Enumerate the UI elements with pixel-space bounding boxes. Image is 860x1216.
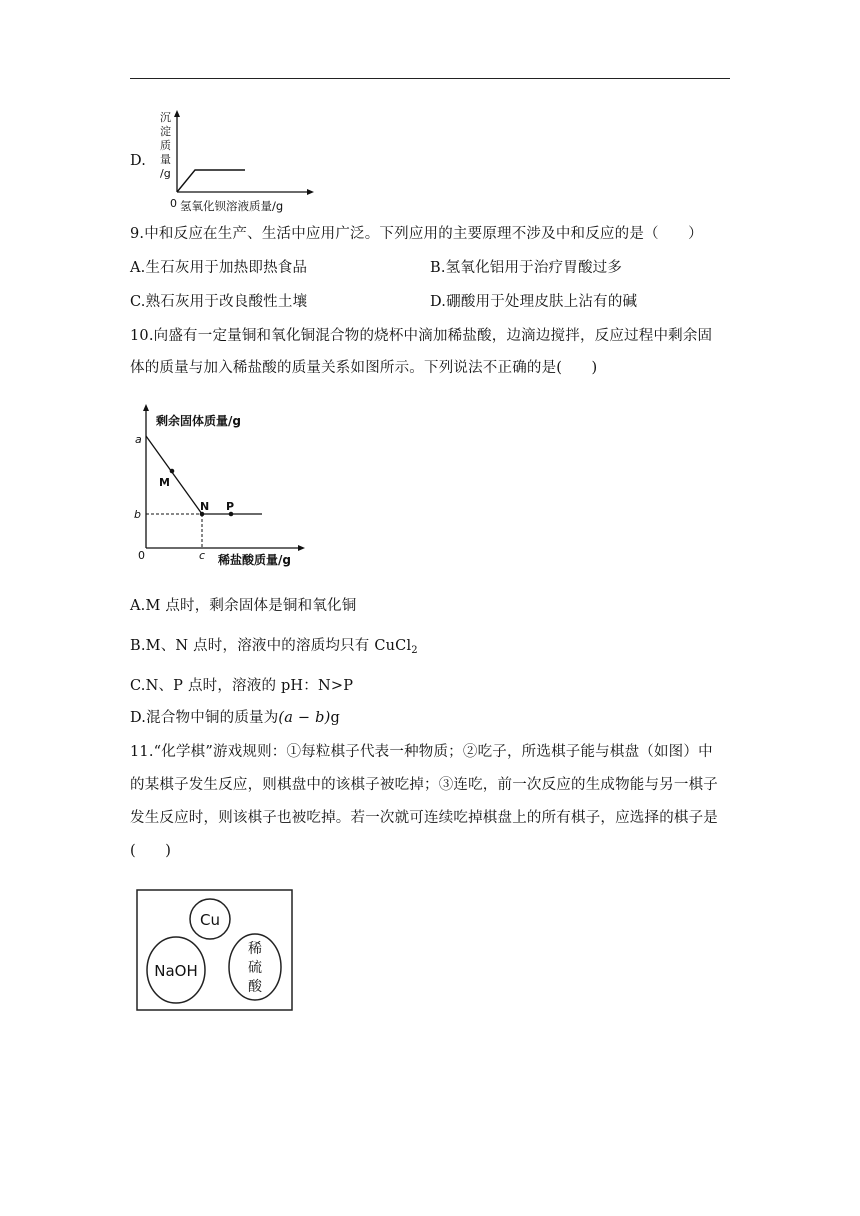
q10-option-d-unit: g [330, 710, 340, 726]
figD-ylabel-5: /g [160, 167, 171, 180]
q10-option-b-text: B.M、N 点时，溶液中的溶质均只有 CuCl [130, 638, 412, 654]
fig10-x-arrow [298, 545, 305, 551]
figD-y-arrow [174, 110, 180, 117]
figD-ylabel-3: 质 [160, 139, 171, 152]
fig10-c: c [199, 549, 206, 562]
q10-option-b [130, 636, 418, 661]
fig10-point-m [170, 469, 175, 474]
chess-board-figure [136, 886, 296, 1014]
q10-option-a: A.M 点时，剩余固体是铜和氧化铜 [130, 598, 357, 614]
q10-option-c: C.N、P 点时，溶液的 pH：N>P [130, 678, 354, 694]
piece-naoh-label: NaOH [154, 962, 198, 980]
fig10-origin: 0 [138, 549, 145, 562]
q10-option-b-subscript: 2 [411, 645, 418, 656]
q10-option-d-expr: (a − b) [278, 710, 331, 726]
piece-cu-label: Cu [200, 911, 220, 929]
figD-curve [177, 170, 245, 192]
figD-ylabel-1: 沉 [160, 111, 171, 124]
q9-stem: 9.中和反应在生产、生活中应用广泛。下列应用的主要原理不涉及中和反应的是（ ） [130, 226, 703, 242]
fig10-label-p: P [226, 500, 235, 513]
figure-d-chart [150, 108, 320, 218]
fig10-a: a [135, 433, 142, 446]
q10-option-d-text: D.混合物中铜的质量为 [130, 710, 279, 726]
fig10-b: b [134, 508, 141, 521]
figD-origin: 0 [170, 197, 177, 210]
figD-ylabel-4: 量 [160, 153, 171, 166]
q10-option-d [130, 708, 340, 728]
fig10-xlabel: 稀盐酸质量/g [218, 553, 291, 567]
q11-line3: 发生反应时，则该棋子也被吃掉。若一次就可连续吃掉棋盘上的所有棋子，应选择的棋子是 [130, 810, 718, 826]
fig10-label-n: N [200, 500, 210, 513]
board-frame [137, 890, 292, 1010]
q11-line4: ( ) [130, 843, 172, 859]
q10-stem-line2: 体的质量与加入稀盐酸的质量关系如图所示。下列说法不正确的是( ) [130, 360, 598, 376]
header-rule [130, 78, 730, 79]
figD-ylabel-2: 淀 [160, 125, 171, 138]
q10-stem-line1: 10.向盛有一定量铜和氧化铜混合物的烧杯中滴加稀盐酸，边滴边搅拌，反应过程中剩余固 [130, 328, 713, 344]
q9-option-c: C.熟石灰用于改良酸性土壤 [130, 294, 308, 310]
fig10-descending-line [146, 436, 202, 514]
q9-option-d: D.硼酸用于处理皮肤上沾有的碱 [430, 294, 638, 310]
fig10-label-m: M [159, 476, 170, 489]
option-d-label: D. [130, 153, 147, 169]
q11-line2: 的某棋子发生反应，则棋盘中的该棋子被吃掉；③连吃，前一次反应的生成物能与另一棋子 [130, 777, 718, 793]
q9-option-b: B.氢氧化铝用于治疗胃酸过多 [430, 260, 623, 276]
q11-line1: 11.“化学棋”游戏规则：①每粒棋子代表一种物质；②吃子，所选棋子能与棋盘（如图）中 [130, 744, 713, 760]
figD-xlabel: 氢氧化钡溶液质量/g [180, 199, 284, 213]
fig10-y-arrow [143, 404, 149, 411]
q9-option-a: A.生石灰用于加热即热食品 [130, 260, 308, 276]
piece-acid-char-3: 酸 [248, 979, 262, 995]
figD-x-arrow [307, 189, 314, 195]
figure-10-chart [130, 398, 310, 578]
piece-acid-char-2: 硫 [248, 960, 262, 976]
fig10-ylabel: 剩余固体质量/g [156, 414, 241, 428]
piece-acid-char-1: 稀 [248, 941, 262, 957]
